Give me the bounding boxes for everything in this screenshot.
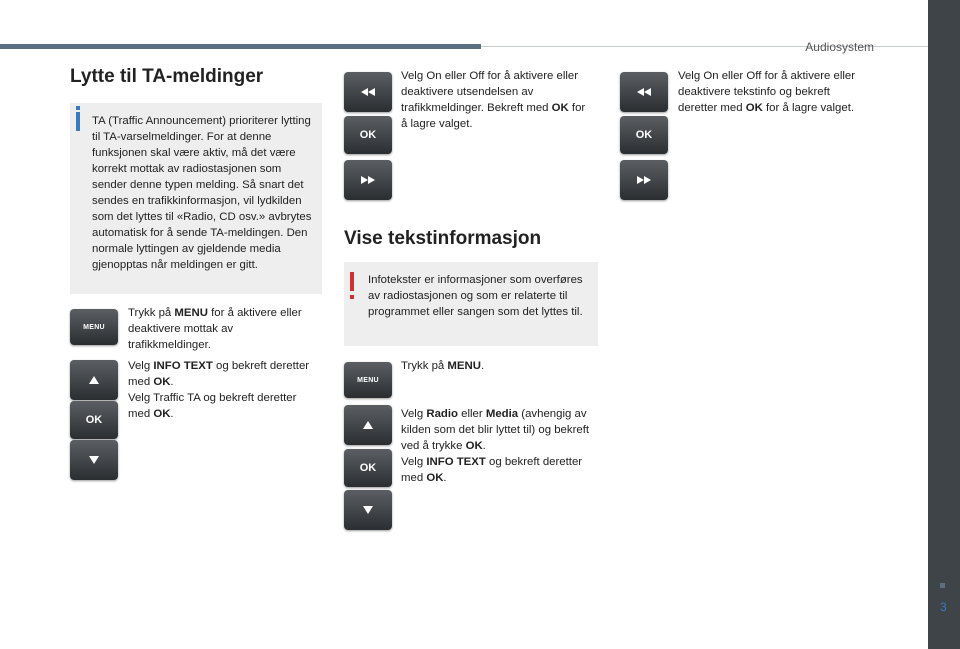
ok-button[interactable]: OK xyxy=(70,401,118,439)
fast-forward-icon xyxy=(361,176,375,184)
info-box-ta xyxy=(70,103,322,294)
info-icon xyxy=(76,112,80,131)
info-text-radio: Infotekster er informasjoner som overføres av radiostasjonen og som er relaterte til programmet eller sangen som det lyttes til. xyxy=(368,274,583,318)
page-number: 3 xyxy=(940,600,947,614)
rewind-icon xyxy=(361,88,375,96)
menu-button[interactable]: MENU xyxy=(70,309,118,345)
warning-icon xyxy=(350,272,354,291)
menu-button[interactable]: MENU xyxy=(344,362,392,398)
ok-button[interactable]: OK xyxy=(344,449,392,487)
fast-forward-button[interactable] xyxy=(344,160,392,200)
header-rule xyxy=(0,44,481,49)
arrow-down-icon xyxy=(89,456,99,464)
step-text: Velg On eller Off for å aktivere eller deaktivere tekstinfo og bekreft deretter med OK for å lagre valget. xyxy=(678,70,856,114)
section-title-text-info: Vise tekstinformasjon xyxy=(344,228,542,249)
step-text: Trykk på MENU for å aktivere eller deaktivere mottak av trafikkmeldinger. xyxy=(128,307,302,351)
section-label: Audiosystem xyxy=(805,40,874,54)
page-marker xyxy=(940,583,945,588)
arrow-down-icon xyxy=(363,506,373,514)
step-text: Trykk på MENU. xyxy=(401,360,485,372)
up-button[interactable] xyxy=(70,360,118,400)
down-button[interactable] xyxy=(70,440,118,480)
rewind-icon xyxy=(637,88,651,96)
ok-button[interactable]: OK xyxy=(344,116,392,154)
step-text: Velg INFO TEXT og bekreft deretter med OK. Velg Traffic TA og bekreft deretter med OK. xyxy=(128,360,310,420)
rewind-button[interactable] xyxy=(620,72,668,112)
section-title-ta: Lytte til TA-meldinger xyxy=(70,66,264,87)
step-text: Velg Radio eller Media (avhengig av kilden som det blir lyttet til) og bekreft ved å trykke OK. Velg INFO TEXT og bekreft deretter med OK. xyxy=(401,408,590,484)
info-text-ta: TA (Traffic Announcement) prioriterer lytting til TA-varselmeldinger. For at denne funksjonen skal være aktiv, må det være korrekt mottak av radiostasjonen som sender denne typen melding. Så snart det sendes en trafikkinformasjon, vil lydkilden som det lyttes til «Radio, CD osv.» avbrytes automatisk for å sende TA-meldingen. Den normale lyttingen av gjeldende media gjenopptas når meldingen er gitt. xyxy=(92,115,312,271)
arrow-up-icon xyxy=(363,421,373,429)
step-text: Velg On eller Off for å aktivere eller deaktivere utsendelsen av trafikkmeldinger. Bekreft med OK for å lagre valget. xyxy=(401,70,586,130)
page-edge-bar xyxy=(928,0,960,649)
fast-forward-button[interactable] xyxy=(620,160,668,200)
rewind-button[interactable] xyxy=(344,72,392,112)
warning-box xyxy=(344,262,598,346)
up-button[interactable] xyxy=(344,405,392,445)
arrow-up-icon xyxy=(89,376,99,384)
fast-forward-icon xyxy=(637,176,651,184)
ok-button[interactable]: OK xyxy=(620,116,668,154)
down-button[interactable] xyxy=(344,490,392,530)
